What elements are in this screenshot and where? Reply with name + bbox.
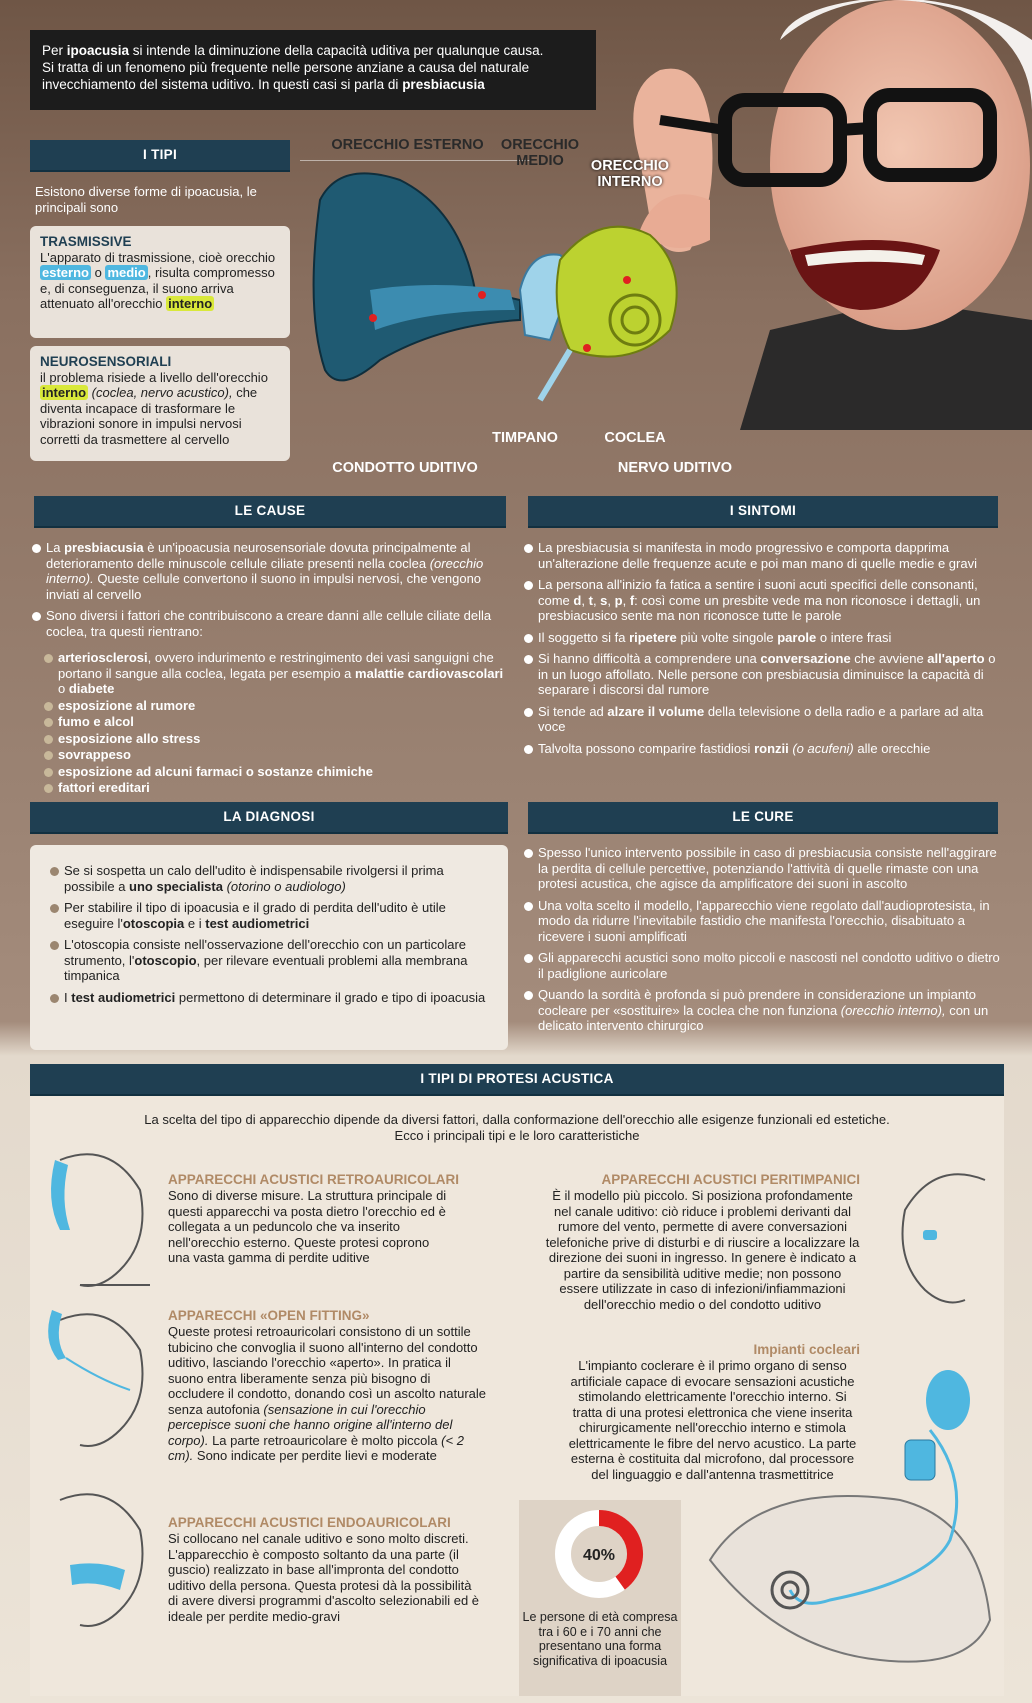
label-timpano: TIMPANO [492, 430, 558, 446]
endo-text: Si collocano nel canale uditivo e sono molto discreti. L'apparecchio è composto soltanto da una parte (il guscio) realizzato in base all'impronta del condotto uditivo della persona. Questa protesi dà la possibilità di avere diversi programmi d'ascolto selezionabili ed è ideale per perdite medio-gravi [168, 1531, 480, 1624]
retro-title: APPARECCHI ACUSTICI RETROAURICOLARI [168, 1172, 460, 1187]
cause-list [30, 540, 508, 645]
list-item: La persona all'inizio fa fatica a sentire i suoni acuti specifici delle consonanti, come d, t, s, p, f: così come un presbite vede ma non riconosce i dettagli, un presbiacusico sente ma non riconosce tutte le parole [522, 577, 1002, 624]
open-fitting-title: APPARECCHI «OPEN FITTING» [168, 1308, 370, 1323]
list-item: Se si sospetta un calo dell'udito è indispensabile rivolgersi il prima possibile a uno specialista (otorino o audiologo) [48, 863, 494, 894]
list-item: Talvolta possono comparire fastidiosi ronzii (o acufeni) alle orecchie [522, 741, 1002, 757]
cause-factors-list [42, 650, 508, 797]
list-item: Una volta scelto il modello, l'apparecchio viene regolato dall'audioprotesista, in modo da ridurre l'inevitabile fastidio che manifesta l'orecchio, disabituato a ricevere i suoni amplificati [522, 898, 1002, 945]
ear-anatomy-diagram [300, 160, 710, 410]
peri-title: APPARECCHI ACUSTICI PERITIMPANICI [601, 1172, 860, 1187]
label-orecchio-medio-2: MEDIO [516, 153, 564, 169]
protesi-intro: La scelta del tipo di apparecchio dipende da diversi fattori, dalla conformazione dell'orecchio alle esigenze funzionali ed estetiche. Ecco i principali tipi e le loro caratteristiche [144, 1112, 890, 1143]
endo-title: APPARECCHI ACUSTICI ENDOAURICOLARI [168, 1515, 451, 1530]
label-orecchio-interno-2: INTERNO [597, 174, 663, 190]
list-item: esposizione ad alcuni farmaci o sostanze chimiche [42, 764, 508, 780]
list-item: La presbiacusia è un'ipoacusia neurosensoriale dovuta principalmente al deterioramento delle minuscole cellule ciliate presenti nella coclea (orecchio interno). Queste cellule convertono il suono in impulsi nervosi, che vengono inviati al cervello [30, 540, 508, 602]
list-item: fattori ereditari [42, 780, 508, 796]
retroauricolare-ear-icon [40, 1140, 160, 1300]
diagnosi-list [48, 863, 494, 1005]
section-title-tipi: I TIPI [30, 140, 290, 172]
list-item: esposizione allo stress [42, 731, 508, 747]
section-title-sintomi: I SINTOMI [528, 496, 998, 528]
list-item: esposizione al rumore [42, 698, 508, 714]
list-item: arteriosclerosi, ovvero indurimento e restringimento dei vasi sanguigni che portano il sangue alla coclea, legata per esempio a malattie cardiovascolari o diabete [42, 650, 508, 697]
open-fitting-ear-icon [40, 1300, 160, 1460]
list-item: Il soggetto si fa ripetere più volte singole parole o intere frasi [522, 630, 1002, 646]
label-orecchio-esterno: ORECCHIO ESTERNO [331, 137, 484, 153]
label-orecchio-medio-1: ORECCHIO [500, 137, 580, 153]
section-title-cure: LE CURE [528, 802, 998, 834]
list-item: Si hanno difficoltà a comprendere una conversazione che avviene all'aperto o in un luogo affollato. Nelle persone con presbiacusia diminuisce la capacità di separare i discorsi dal rumore [522, 651, 1002, 698]
cure-list [522, 845, 1002, 1040]
stat-caption: Le persone di età compresa tra i 60 e i 70 anni che presentano una forma significativa di ipoacusia [522, 1610, 678, 1668]
cochlear-text: L'impianto coclerare è il primo organo di senso artificiale capace di evocare sensazioni acustiche stimolando elettricamente l'orecchio interno. Si tratta di una protesi elettronica che viene inserita chirurgicamente nell'orecchio interno e stimola elettricamente le fibre del nervo acustico. La parte esterna è costituita dal microfono, dal processore del linguaggio e dall'antenna trasmettitrice [568, 1358, 857, 1482]
card-trasmissive: TRASMISSIVE L'apparato di trasmissione, cioè orecchio esterno o medio , risulta compromesso e, di conseguenza, il suono arriva attenuato all'orecchio interno [30, 226, 290, 338]
peri-text: È il modello più piccolo. Si posiziona profondamente nel canale uditivo: ciò riduce i problemi derivanti dal rumore del vento, permette di avere conversazioni telefoniche prive di disturbi e di riuscire a localizzare la direzione dei suoni in ingresso. In genere è indicato a partire da sensibilità uditive medie; non possono essere utilizzate in caso di infezioni/infiammazioni dell'orecchio medio o del condotto uditivo [545, 1188, 860, 1312]
section-title-protesi: I TIPI DI PROTESI ACUSTICA [30, 1064, 1004, 1096]
list-item: Per stabilire il tipo di ipoacusia e il grado di perdita dell'udito è utile eseguire l'otoscopia e i test audiometrici [48, 900, 494, 931]
cochlear-title: Impianti cocleari [753, 1342, 860, 1357]
list-item: I test audiometrici permettono di determinare il grado e tipo di ipoacusia [48, 990, 494, 1006]
retro-text: Sono di diverse misure. La struttura principale di questi apparecchi va posta dietro l'orecchio ed è collegata a un peduncolo che va inserito nell'orecchio esterno. Queste protesi coprono una vasta gamma di perdite uditive [168, 1188, 447, 1265]
list-item: fumo e alcol [42, 714, 508, 730]
card-neurosensoriali: NEUROSENSORIALI il problema risiede a livello dell'orecchio interno (coclea, nervo acustico), che diventa incapace di trasformare le vibrazioni sonore in impulsi nervosi corretti da trasmettere al cervello [30, 346, 290, 461]
list-item: L'otoscopia consiste nell'osservazione dell'orecchio con un particolare strumento, l'otoscopio, per rilevare eventuali problemi alla membrana timpanica [48, 937, 494, 984]
list-item: Spesso l'unico intervento possibile in caso di presbiacusia consiste nell'aggirare la perdita di cellule percettive, potenziando l'attività di quelle rimaste con una protesi acustica, che agisce da amplificatore dei suoni in ascolto [522, 845, 1002, 892]
peritimpanico-ear-icon [895, 1160, 1005, 1310]
open-fitting-text: Queste protesi retroauricolari consistono di un sottile tubicino che convoglia il suono all'interno del condotto uditivo, lasciando l'orecchio «aperto». In pratica il suono entra liberamente senza più bisogno di occludere il condotto, donando così un ascolto naturale senza autofonia (sensazione in cui l'orecchio percepisce suoni che hanno origine all'interno del corpo). La parte retroauricolare è molto piccola (< 2 cm). Sono indicate per perdite lievi e moderate [168, 1324, 486, 1463]
intro-box: Per ipoacusia si intende la diminuzione della capacità uditiva per qualunque causa. Si tratta di un fenomeno più frequente nelle persone anziane a causa del naturale invecchiamento del sistema uditivo. In questi casi si parla di presbiacusia [30, 30, 596, 110]
list-item: Gli apparecchi acustici sono molto piccoli e nascosti nel condotto uditivo o dietro il padiglione auricolare [522, 950, 1002, 981]
label-condotto-uditivo: CONDOTTO UDITIVO [332, 460, 478, 476]
sintomi-list [522, 540, 1002, 762]
tipi-intro: Esistono diverse forme di ipoacusia, le principali sono [35, 184, 257, 215]
list-item: La presbiacusia si manifesta in modo progressivo e comporta dapprima un'alterazione delle frequenze acute e poi man mano di quelle medie e gravi [522, 540, 1002, 571]
diagnosi-box [30, 845, 508, 1050]
list-item: Sono diversi i fattori che contribuiscono a creare danni alle cellule ciliate della coclea, tra questi rientrano: [30, 608, 508, 639]
list-item: Si tende ad alzare il volume della televisione o della radio e a parlare ad alta voce [522, 704, 1002, 735]
list-item: Quando la sordità è profonda si può prendere in considerazione un impianto cocleare per «sostituire» la coclea che non funziona (orecchio interno), con un delicato intervento chirurgico [522, 987, 1002, 1034]
list-item: sovrappeso [42, 747, 508, 763]
endoauricolare-ear-icon [40, 1480, 160, 1640]
label-coclea: COCLEA [604, 430, 666, 446]
stat-donut-chart [553, 1508, 645, 1600]
section-title-cause: LE CAUSE [34, 496, 506, 528]
stat-value: 40% [582, 1547, 616, 1564]
section-title-diagnosi: LA DIAGNOSI [30, 802, 508, 834]
label-orecchio-interno-1: ORECCHIO [590, 158, 670, 174]
label-nervo-uditivo: NERVO UDITIVO [617, 460, 733, 476]
